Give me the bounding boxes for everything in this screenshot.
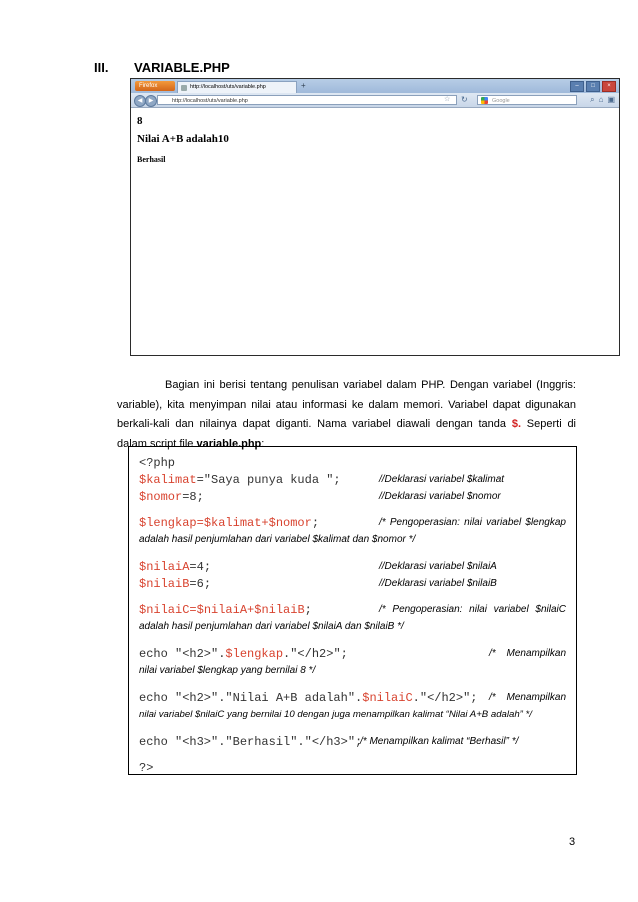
- firefox-menu-button[interactable]: Firefox: [135, 81, 175, 91]
- code-line: [139, 689, 566, 706]
- google-icon: [481, 97, 488, 104]
- tab-title: http://localhost/uts/variable.php: [190, 84, 266, 90]
- code-text: ="Saya punya kuda ";: [196, 473, 341, 487]
- code-text: ."</h2>";: [412, 691, 478, 705]
- code-comment: //Deklarasi variabel $nilaiA: [379, 561, 497, 572]
- code-line: [139, 759, 566, 776]
- code-comment: //Deklarasi variabel $nilaiB: [379, 578, 497, 589]
- url-text: http://localhost/uts/variable.php: [172, 98, 248, 104]
- browser-tab-bar: [131, 79, 619, 93]
- code-line: [139, 558, 566, 575]
- code-listing: [128, 446, 577, 775]
- code-text: ."</h2>";: [283, 647, 348, 661]
- output-h2-number: 8: [137, 115, 143, 127]
- code-text: =4;: [189, 560, 212, 574]
- paragraph-text-middle: Seperti di dalam script file: [117, 418, 577, 450]
- code-variable: $nilaiA: [196, 603, 248, 617]
- browser-viewport: [131, 109, 619, 355]
- minimize-icon[interactable]: –: [570, 81, 584, 92]
- bookmark-star-icon[interactable]: ☆: [444, 96, 451, 103]
- code-line: [139, 645, 566, 662]
- code-line: [139, 575, 566, 592]
- code-variable: $kalimat: [139, 473, 197, 487]
- output-h2-sum: Nilai A+B adalah10: [137, 133, 229, 145]
- code-variable: $lengkap: [139, 516, 197, 530]
- code-variable: $nilaiA: [139, 560, 190, 574]
- dollar-sign: $.: [511, 418, 522, 430]
- code-text: =: [189, 603, 197, 617]
- code-line: [139, 488, 566, 505]
- code-comment-continued: adalah hasil penjumlahan dari variabel $nilaiA dan $nilaiB */: [139, 621, 404, 632]
- browser-tab[interactable]: [177, 81, 297, 93]
- code-variable: $nilaiC: [139, 603, 190, 617]
- page-favicon-icon: [181, 85, 187, 91]
- code-text: +: [261, 516, 269, 530]
- code-comment: /* Pengoperasian: nilai variabel $nilaiC: [379, 604, 566, 615]
- code-line: [139, 454, 566, 471]
- paragraph-text: Bagian ini berisi tentang penulisan variabel dalam PHP. Dengan variabel (Inggris: variable), kita menyimpan nilai atau informasi ke dalam memori. Variabel dapat digunakan berkali-kali dan nilainya dapat diganti. Nama variabel diawali dengan tanda: [117, 379, 576, 430]
- code-line: [139, 514, 566, 531]
- code-text: +: [247, 603, 255, 617]
- filename: variable.php: [196, 437, 262, 450]
- code-line: [139, 733, 566, 750]
- code-variable: $nilaiC: [362, 691, 413, 705]
- new-tab-button[interactable]: +: [301, 81, 306, 90]
- browser-screenshot: [130, 78, 620, 356]
- code-comment-continued: adalah hasil penjumlahan dari variabel $kalimat dan $nomor */: [139, 534, 416, 545]
- home-icon[interactable]: ⌂: [598, 95, 604, 104]
- window-controls: [570, 81, 616, 92]
- reload-icon[interactable]: ↻: [461, 95, 468, 104]
- toolbar-icons: [590, 95, 615, 105]
- code-variable: $nilaiB: [139, 577, 190, 591]
- code-text: ;: [304, 603, 312, 617]
- code-text: =8;: [182, 490, 204, 504]
- code-variable: $nomor: [139, 490, 183, 504]
- php-open-tag: <?php: [139, 456, 176, 470]
- code-text: =6;: [189, 577, 212, 591]
- description-paragraph: [117, 376, 576, 454]
- addon-icon[interactable]: ▣: [607, 95, 615, 104]
- page-number: 3: [569, 836, 576, 848]
- code-line: [139, 471, 566, 488]
- code-text: echo "<h2>".: [139, 647, 226, 661]
- browser-nav-bar: [131, 93, 619, 108]
- php-close-tag: ?>: [139, 761, 154, 775]
- code-variable: $nomor: [268, 516, 312, 530]
- section-number: III.: [94, 60, 109, 75]
- close-icon[interactable]: ×: [602, 81, 616, 92]
- code-comment: /* Pengoperasian: nilai variabel $lengkap: [379, 517, 566, 528]
- section-heading: [94, 60, 230, 75]
- code-variable: $kalimat: [203, 516, 262, 530]
- maximize-icon[interactable]: □: [586, 81, 600, 92]
- code-comment: /* Menampilkan: [489, 692, 566, 703]
- section-title: VARIABLE.PHP: [134, 60, 230, 75]
- forward-icon[interactable]: ▶: [145, 95, 157, 107]
- code-comment: //Deklarasi variabel $nomor: [379, 491, 501, 502]
- output-h3-success: Berhasil: [137, 155, 166, 164]
- code-text: ;: [311, 516, 320, 530]
- code-line: [139, 601, 566, 618]
- back-icon[interactable]: ◀: [134, 95, 146, 107]
- address-bar[interactable]: [157, 95, 457, 105]
- code-comment: /* Menampilkan: [489, 648, 566, 659]
- code-text: =: [196, 516, 204, 530]
- code-variable: $nilaiB: [254, 603, 305, 617]
- code-comment: /* Menampilkan kalimat “Berhasil” */: [360, 736, 519, 747]
- code-text: echo "<h2>"."Nilai A+B adalah".: [139, 691, 363, 705]
- paragraph-text-end: :: [261, 437, 265, 450]
- code-comment-continued: nilai variabel $lengkap yang bernilai 8 */: [139, 665, 316, 676]
- code-comment: //Deklarasi variabel $kalimat: [379, 474, 505, 485]
- code-comment-continued: nilai variabel $nilaiC yang bernilai 10 dengan juga menampilkan kalimat “Nilai A+B adalah” */: [139, 709, 532, 720]
- search-icon[interactable]: ⌕: [590, 95, 595, 104]
- search-placeholder: Google: [492, 98, 510, 104]
- search-input[interactable]: [477, 95, 577, 105]
- code-variable: $lengkap: [225, 647, 284, 661]
- code-text: echo "<h3>"."Berhasil"."</h3>";: [139, 735, 363, 749]
